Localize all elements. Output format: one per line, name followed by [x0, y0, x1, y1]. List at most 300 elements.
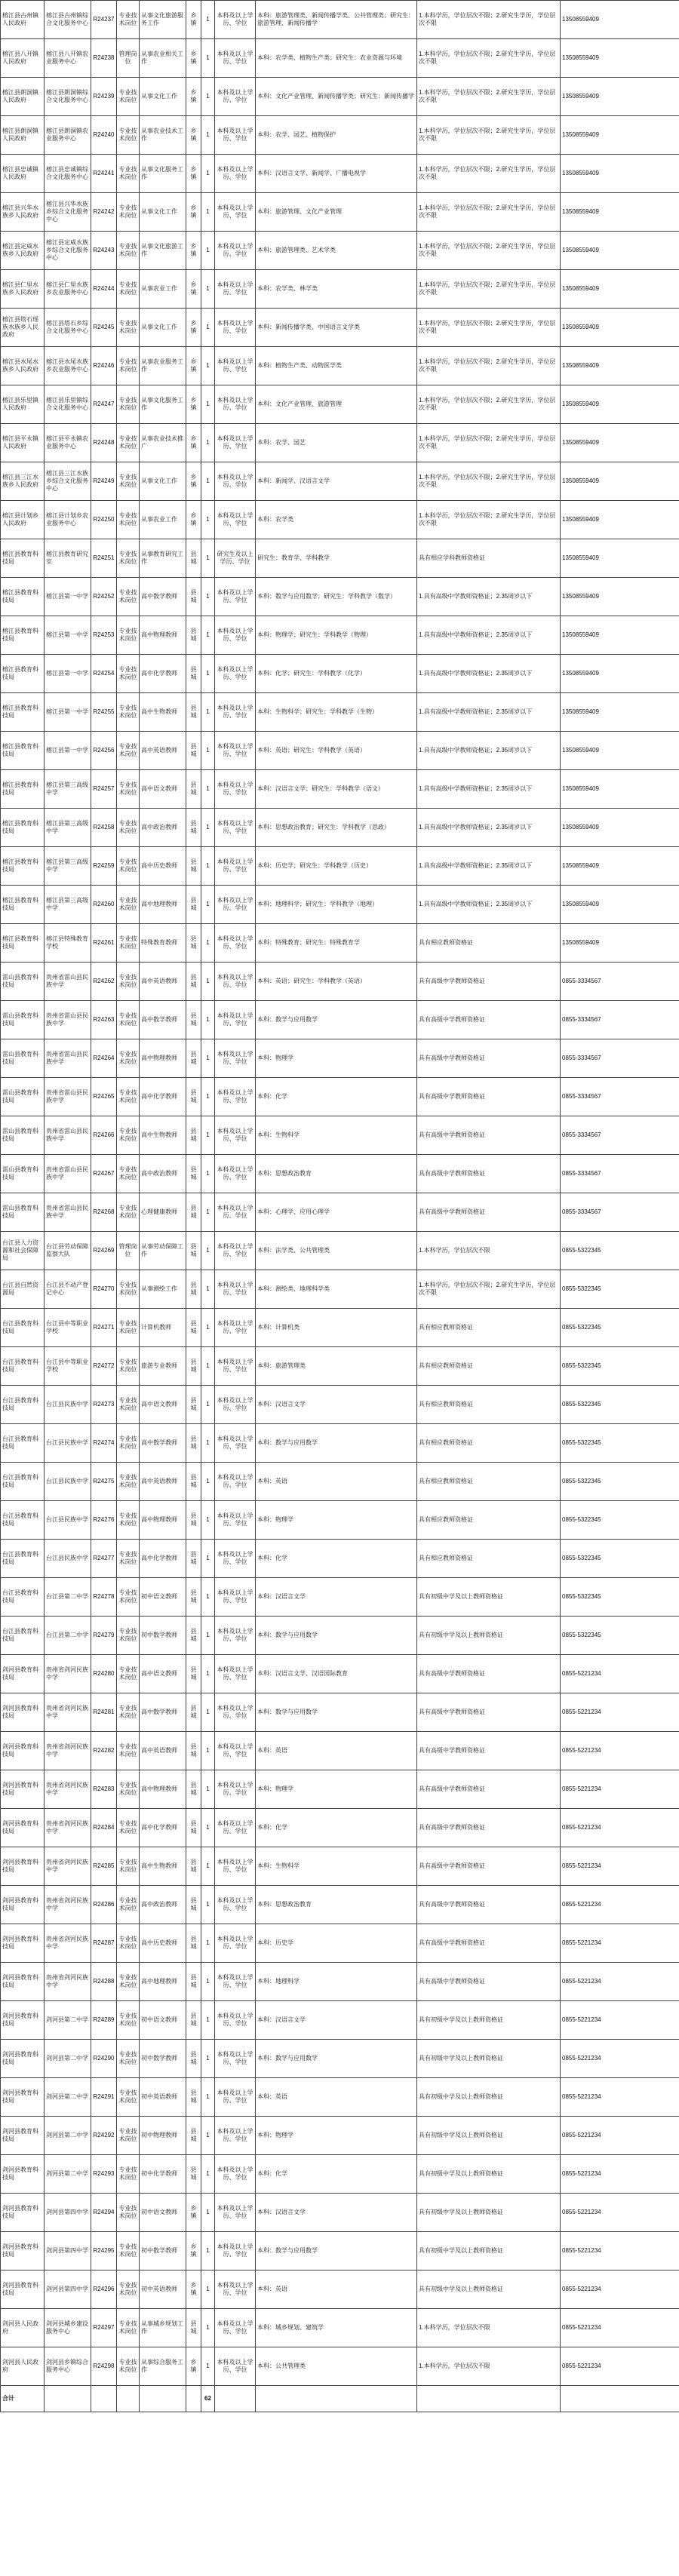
- cell-unit: 剑河县第二中学: [45, 2040, 91, 2078]
- cell-contact: 0855-5221234: [561, 1809, 679, 1847]
- cell-major: 本科：英语: [256, 2078, 417, 2117]
- cell-count: 1: [201, 1347, 215, 1386]
- cell-edu: 本科及以上学历、学位: [215, 424, 256, 462]
- cell-location: 乡镇: [186, 2347, 201, 2386]
- cell-unit: 榕江县第三高级中学: [45, 809, 91, 847]
- cell-category: 管理岗位: [117, 39, 140, 78]
- cell-contact: 13508559409: [561, 501, 679, 539]
- cell-major: 本科：计算机类: [256, 1309, 417, 1347]
- cell-dept: 雷山县教育科技局: [1, 1039, 45, 1078]
- total-empty-unit: [45, 2386, 91, 2412]
- cell-unit: 剑河县第二中学: [45, 2078, 91, 2117]
- cell-location: 县城: [186, 1886, 201, 1924]
- cell-other: 1.本科学历，学位层次不限；2.研究生学历，学位层次不限: [417, 462, 561, 501]
- cell-contact: 0855-5322345: [561, 1424, 679, 1463]
- cell-major: 本科：数学与应用数学: [256, 1693, 417, 1732]
- cell-dept: 雷山县教育科技局: [1, 1078, 45, 1116]
- table-row: [1, 309, 679, 347]
- cell-count: 1: [201, 2078, 215, 2117]
- cell-unit: 剑河县城乡建设服务中心: [45, 2309, 91, 2347]
- cell-category: 专业技术岗位: [117, 1540, 140, 1578]
- cell-edu: 本科及以上学历、学位: [215, 462, 256, 501]
- cell-contact: 0855-5322345: [561, 1617, 679, 1655]
- cell-unit: 贵州省剑河民族中学: [45, 1924, 91, 1963]
- cell-category: 专业技术岗位: [117, 2078, 140, 2117]
- cell-unit: 榕江县水尾水族乡农业服务中心: [45, 347, 91, 385]
- cell-count: 1: [201, 1386, 215, 1424]
- cell-edu: 本科及以上学历、学位: [215, 155, 256, 193]
- table-row: [1, 347, 679, 385]
- cell-category: 专业技术岗位: [117, 1347, 140, 1386]
- cell-count: 1: [201, 1463, 215, 1501]
- cell-other: 1.本科学历，学位层次不限；2.研究生学历，学位层次不限: [417, 78, 561, 116]
- cell-desc: 从事文化服务工作: [140, 155, 186, 193]
- cell-other: 具有高级中学教师资格证: [417, 963, 561, 1001]
- cell-category: 专业技术岗位: [117, 462, 140, 501]
- cell-contact: 13508559409: [561, 539, 679, 578]
- table-row: [1, 1809, 679, 1847]
- table-row: [1, 385, 679, 424]
- cell-desc: 高中生物教师: [140, 1847, 186, 1886]
- cell-location: 乡镇: [186, 116, 201, 155]
- cell-major: 本科：英语；研究生：学科教学（英语）: [256, 963, 417, 1001]
- cell-edu: 本科及以上学历、学位: [215, 578, 256, 616]
- cell-unit: 榕江县第一中学: [45, 578, 91, 616]
- cell-other: 1.本科学历，学位层次不限: [417, 1232, 561, 1270]
- cell-location: 县城: [186, 1347, 201, 1386]
- cell-count: 1: [201, 1540, 215, 1578]
- cell-count: 1: [201, 385, 215, 424]
- cell-dept: 剑河县教育科技局: [1, 2117, 45, 2155]
- cell-location: 县城: [186, 1078, 201, 1116]
- cell-major: 本科：数学与应用数学: [256, 1424, 417, 1463]
- cell-unit: 贵州省雷山县民族中学: [45, 1155, 91, 1193]
- cell-major: 本科：新闻学、汉语言文学: [256, 462, 417, 501]
- cell-edu: 本科及以上学历、学位: [215, 1, 256, 39]
- cell-contact: 0855-3334567: [561, 1193, 679, 1232]
- cell-desc: 计算机教师: [140, 1309, 186, 1347]
- table-row: [1, 539, 679, 578]
- cell-other: 具有初级中学及以上教师资格证: [417, 1617, 561, 1655]
- cell-edu: 本科及以上学历、学位: [215, 2078, 256, 2117]
- cell-contact: 13508559409: [561, 693, 679, 732]
- cell-contact: 0855-5221234: [561, 1886, 679, 1924]
- cell-contact: 0855-3334567: [561, 1116, 679, 1155]
- cell-dept: 榕江县三江水族乡人民政府: [1, 462, 45, 501]
- cell-other: 具有高级中学教师资格证: [417, 1847, 561, 1886]
- cell-contact: 13508559409: [561, 578, 679, 616]
- cell-count: 1: [201, 155, 215, 193]
- cell-category: 专业技术岗位: [117, 1116, 140, 1155]
- cell-location: 县城: [186, 655, 201, 693]
- cell-other: 1.本科学历，学位层次不限；2.研究生学历，学位层次不限: [417, 347, 561, 385]
- cell-major: 本科：法学类、公共管理类: [256, 1232, 417, 1270]
- cell-desc: 心理健康教师: [140, 1193, 186, 1232]
- cell-other: 具有相应教师资格证: [417, 1463, 561, 1501]
- cell-unit: 剑河县第四中学: [45, 2271, 91, 2309]
- cell-major: 本科：汉语言文学、新闻学、广播电视学: [256, 155, 417, 193]
- cell-major: 本科：思想政治教育；研究生：学科教学（思政）: [256, 809, 417, 847]
- cell-unit: 榕江县八开镇农业服务中心: [45, 39, 91, 78]
- cell-edu: 本科及以上学历、学位: [215, 1193, 256, 1232]
- cell-location: 县城: [186, 693, 201, 732]
- cell-other: 具有高级中学教师资格证: [417, 1924, 561, 1963]
- cell-contact: 0855-5221234: [561, 2155, 679, 2194]
- cell-unit: 台江县民族中学: [45, 1540, 91, 1578]
- cell-edu: 本科及以上学历、学位: [215, 2117, 256, 2155]
- cell-location: 乡镇: [186, 309, 201, 347]
- cell-unit: 榕江县忠诚镇综合文化服务中心: [45, 155, 91, 193]
- cell-category: 专业技术岗位: [117, 193, 140, 232]
- cell-count: 1: [201, 1309, 215, 1347]
- cell-contact: 13508559409: [561, 347, 679, 385]
- cell-dept: 台江县教育科技局: [1, 1424, 45, 1463]
- cell-other: 具有相应教师资格证: [417, 1347, 561, 1386]
- cell-contact: 0855-5221234: [561, 2194, 679, 2232]
- table-row: [1, 1039, 679, 1078]
- cell-code: R24298: [91, 2347, 117, 2386]
- cell-other: 具有高级中学教师资格证: [417, 1732, 561, 1770]
- cell-code: R24258: [91, 809, 117, 847]
- cell-category: 专业技术岗位: [117, 693, 140, 732]
- cell-unit: 台江县中等职业学校: [45, 1347, 91, 1386]
- cell-code: R24262: [91, 963, 117, 1001]
- cell-count: 1: [201, 1655, 215, 1693]
- cell-major: 本科：历史学；研究生：学科教学（历史）: [256, 847, 417, 886]
- cell-other: 1.本科学历，学位层次不限；2.研究生学历，学位层次不限: [417, 501, 561, 539]
- table-row: [1, 2271, 679, 2309]
- cell-category: 专业技术岗位: [117, 1309, 140, 1347]
- cell-category: 专业技术岗位: [117, 655, 140, 693]
- cell-unit: 贵州省雷山县民族中学: [45, 1116, 91, 1155]
- cell-location: 乡镇: [186, 1, 201, 39]
- cell-count: 1: [201, 770, 215, 809]
- cell-code: R24256: [91, 732, 117, 770]
- cell-major: 本科：历史学: [256, 1924, 417, 1963]
- cell-category: 专业技术岗位: [117, 1386, 140, 1424]
- cell-desc: 高中物理教师: [140, 1501, 186, 1540]
- cell-code: R24287: [91, 1924, 117, 1963]
- cell-category: 专业技术岗位: [117, 385, 140, 424]
- cell-desc: 高中政治教师: [140, 1886, 186, 1924]
- cell-other: 1.本科学历，学位层次不限；2.研究生学历，学位层次不限: [417, 309, 561, 347]
- cell-other: 1.本科学历，学位层次不限；2.研究生学历，学位层次不限: [417, 385, 561, 424]
- cell-code: R24269: [91, 1232, 117, 1270]
- cell-location: 县城: [186, 809, 201, 847]
- cell-location: 县城: [186, 539, 201, 578]
- cell-edu: 本科及以上学历、学位: [215, 1578, 256, 1617]
- cell-edu: 本科及以上学历、学位: [215, 847, 256, 886]
- cell-major: 本科：英语；研究生：学科教学（英语）: [256, 732, 417, 770]
- cell-code: R24251: [91, 539, 117, 578]
- cell-major: 本科：旅游管理、文化产业管理: [256, 193, 417, 232]
- cell-location: 县城: [186, 1001, 201, 1039]
- cell-desc: 高中生物教师: [140, 1116, 186, 1155]
- cell-count: 1: [201, 39, 215, 78]
- cell-unit: 榕江县第一中学: [45, 732, 91, 770]
- cell-dept: 台江县教育科技局: [1, 1386, 45, 1424]
- cell-unit: 台江县中等职业学校: [45, 1309, 91, 1347]
- cell-code: R24286: [91, 1886, 117, 1924]
- cell-location: 县城: [186, 1963, 201, 2001]
- cell-dept: 榕江县教育科技局: [1, 770, 45, 809]
- cell-location: 县城: [186, 1270, 201, 1309]
- cell-code: R24252: [91, 578, 117, 616]
- table-row: [1, 501, 679, 539]
- table-row: [1, 1886, 679, 1924]
- cell-dept: 剑河县教育科技局: [1, 1924, 45, 1963]
- cell-code: R24239: [91, 78, 117, 116]
- cell-edu: 本科及以上学历、学位: [215, 1732, 256, 1770]
- cell-other: 1.本科学历，学位层次不限；2.研究生学历，学位层次不限: [417, 39, 561, 78]
- cell-desc: 高中历史教师: [140, 847, 186, 886]
- cell-unit: 榕江县教育研究室: [45, 539, 91, 578]
- cell-other: 1.具有高级中学教师资格证；2.35周岁以下: [417, 616, 561, 655]
- cell-code: R24260: [91, 886, 117, 924]
- cell-desc: 高中英语教师: [140, 732, 186, 770]
- cell-major: 本科：英语: [256, 1463, 417, 1501]
- cell-other: 具有高级中学教师资格证: [417, 1809, 561, 1847]
- cell-dept: 雷山县教育科技局: [1, 1116, 45, 1155]
- cell-desc: 初中语文教师: [140, 2194, 186, 2232]
- cell-location: 乡镇: [186, 2271, 201, 2309]
- cell-location: 县城: [186, 1039, 201, 1078]
- cell-major: 本科：测绘类、地理科学类: [256, 1270, 417, 1309]
- table-row: [1, 1847, 679, 1886]
- cell-category: 专业技术岗位: [117, 1809, 140, 1847]
- cell-edu: 本科及以上学历、学位: [215, 1693, 256, 1732]
- cell-category: 专业技术岗位: [117, 78, 140, 116]
- cell-location: 乡镇: [186, 232, 201, 270]
- cell-contact: 13508559409: [561, 732, 679, 770]
- cell-other: 1.本科学历，学位层次不限；2.研究生学历，学位层次不限: [417, 424, 561, 462]
- cell-code: R24268: [91, 1193, 117, 1232]
- cell-desc: 高中物理教师: [140, 616, 186, 655]
- cell-major: 本科：数学与应用数学: [256, 2040, 417, 2078]
- cell-desc: 高中英语教师: [140, 1732, 186, 1770]
- cell-edu: 本科及以上学历、学位: [215, 963, 256, 1001]
- table-row: [1, 770, 679, 809]
- table-row: [1, 1347, 679, 1386]
- cell-unit: 贵州省雷山县民族中学: [45, 1078, 91, 1116]
- cell-count: 1: [201, 2194, 215, 2232]
- cell-location: 县城: [186, 1770, 201, 1809]
- table-row: [1, 1424, 679, 1463]
- cell-major: 本科：汉语言文学: [256, 1386, 417, 1424]
- cell-location: 县城: [186, 1501, 201, 1540]
- cell-code: R24293: [91, 2155, 117, 2194]
- cell-count: 1: [201, 693, 215, 732]
- cell-category: 专业技术岗位: [117, 2001, 140, 2040]
- cell-count: 1: [201, 655, 215, 693]
- cell-unit: 台江县民族中学: [45, 1424, 91, 1463]
- cell-major: 本科：物理学: [256, 1501, 417, 1540]
- cell-unit: 榕江县第一中学: [45, 655, 91, 693]
- cell-unit: 榕江县古州镇综合文化服务中心: [45, 1, 91, 39]
- table-row: [1, 232, 679, 270]
- cell-desc: 从事文化工作: [140, 462, 186, 501]
- cell-unit: 榕江县乐里镇综合文化服务中心: [45, 385, 91, 424]
- cell-desc: 初中数学教师: [140, 2232, 186, 2271]
- cell-other: 1.本科学历，学位层次不限；2.研究生学历，学位层次不限: [417, 116, 561, 155]
- cell-location: 乡镇: [186, 2232, 201, 2271]
- table-row: [1, 847, 679, 886]
- cell-edu: 本科及以上学历、学位: [215, 1463, 256, 1501]
- cell-contact: 0855-5221234: [561, 2001, 679, 2040]
- cell-location: 县城: [186, 847, 201, 886]
- cell-edu: 本科及以上学历、学位: [215, 1424, 256, 1463]
- cell-count: 1: [201, 616, 215, 655]
- cell-contact: 13508559409: [561, 424, 679, 462]
- cell-major: 本科：数学与应用数学: [256, 1001, 417, 1039]
- cell-unit: 榕江县第三高级中学: [45, 770, 91, 809]
- cell-edu: 本科及以上学历、学位: [215, 347, 256, 385]
- cell-desc: 从事文化工作: [140, 193, 186, 232]
- cell-category: 专业技术岗位: [117, 1078, 140, 1116]
- cell-count: 1: [201, 924, 215, 963]
- cell-edu: 本科及以上学历、学位: [215, 2001, 256, 2040]
- cell-code: R24238: [91, 39, 117, 78]
- cell-contact: 0855-3334567: [561, 1078, 679, 1116]
- cell-dept: 雷山县教育科技局: [1, 1193, 45, 1232]
- cell-major: 本科：思想政治教育: [256, 1155, 417, 1193]
- cell-other: 1.本科学历，学位层次不限；2.研究生学历，学位层次不限: [417, 232, 561, 270]
- cell-major: 本科：汉语言文学: [256, 2001, 417, 2040]
- cell-contact: 0855-5221234: [561, 2232, 679, 2271]
- table-row: [1, 2078, 679, 2117]
- cell-category: 专业技术岗位: [117, 578, 140, 616]
- cell-other: 具有高级中学教师资格证: [417, 1886, 561, 1924]
- cell-unit: 剑河县第四中学: [45, 2232, 91, 2271]
- cell-contact: 13508559409: [561, 232, 679, 270]
- table-row: [1, 270, 679, 309]
- cell-count: 1: [201, 1155, 215, 1193]
- total-count: 62: [201, 2386, 215, 2412]
- cell-count: 1: [201, 1270, 215, 1309]
- cell-desc: 初中数学教师: [140, 2040, 186, 2078]
- cell-desc: 从事综合服务工作: [140, 2347, 186, 2386]
- cell-count: 1: [201, 1732, 215, 1770]
- table-row: [1, 1193, 679, 1232]
- total-empty-edu: [215, 2386, 256, 2412]
- table-row: [1, 1617, 679, 1655]
- cell-dept: 雷山县教育科技局: [1, 1001, 45, 1039]
- cell-dept: 剑河县教育科技局: [1, 1963, 45, 2001]
- cell-dept: 台江县教育科技局: [1, 1347, 45, 1386]
- cell-location: 县城: [186, 2001, 201, 2040]
- cell-major: 本科：数学与应用数学；研究生：学科教学（数学）: [256, 578, 417, 616]
- cell-major: 本科：汉语言文学: [256, 1578, 417, 1617]
- cell-location: 县城: [186, 1847, 201, 1886]
- cell-code: R24240: [91, 116, 117, 155]
- cell-code: R24279: [91, 1617, 117, 1655]
- cell-category: 专业技术岗位: [117, 539, 140, 578]
- cell-category: 专业技术岗位: [117, 770, 140, 809]
- cell-location: 县城: [186, 1193, 201, 1232]
- cell-desc: 从事农业相关工作: [140, 39, 186, 78]
- cell-other: 具有初级中学及以上教师资格证: [417, 2001, 561, 2040]
- cell-desc: 从事文化工作: [140, 78, 186, 116]
- cell-unit: 榕江县兴华水族乡综合文化服务中心: [45, 193, 91, 232]
- cell-dept: 台江县教育科技局: [1, 1617, 45, 1655]
- table-row: [1, 809, 679, 847]
- cell-dept: 剑河县教育科技局: [1, 2232, 45, 2271]
- total-empty-major: [256, 2386, 417, 2412]
- cell-unit: 贵州省剑河民族中学: [45, 1655, 91, 1693]
- cell-desc: 旅游专业教师: [140, 1347, 186, 1386]
- cell-other: 1.具有高级中学教师资格证；2.35周岁以下: [417, 578, 561, 616]
- cell-count: 1: [201, 1578, 215, 1617]
- cell-edu: 本科及以上学历、学位: [215, 2232, 256, 2271]
- cell-unit: 台江县不动产登记中心: [45, 1270, 91, 1309]
- cell-count: 1: [201, 1001, 215, 1039]
- cell-dept: 雷山县教育科技局: [1, 1155, 45, 1193]
- cell-contact: 0855-3334567: [561, 1155, 679, 1193]
- total-label: 合计: [1, 2386, 45, 2412]
- table-row: [1, 155, 679, 193]
- cell-desc: 从事测绘工作: [140, 1270, 186, 1309]
- cell-dept: 榕江县定威水族乡人民政府: [1, 232, 45, 270]
- cell-category: 专业技术岗位: [117, 1501, 140, 1540]
- cell-category: 管理岗位: [117, 1232, 140, 1270]
- cell-category: 专业技术岗位: [117, 155, 140, 193]
- cell-other: 1.本科学历，学位层次不限；2.研究生学历，学位层次不限: [417, 1270, 561, 1309]
- cell-dept: 台江县教育科技局: [1, 1463, 45, 1501]
- cell-unit: 贵州省剑河民族中学: [45, 1770, 91, 1809]
- cell-unit: 榕江县第一中学: [45, 693, 91, 732]
- cell-contact: 0855-5221234: [561, 2078, 679, 2117]
- cell-desc: 高中地理教师: [140, 886, 186, 924]
- cell-code: R24248: [91, 424, 117, 462]
- table-row: [1, 1309, 679, 1347]
- cell-major: 本科：公共管理类: [256, 2347, 417, 2386]
- cell-desc: 从事文化工作: [140, 309, 186, 347]
- cell-location: 县城: [186, 1309, 201, 1347]
- total-empty-contact: [561, 2386, 679, 2412]
- table-row: [1, 693, 679, 732]
- cell-other: 1.本科学历，学位层次不限；2.研究生学历，学位层次不限: [417, 1, 561, 39]
- cell-code: R24265: [91, 1078, 117, 1116]
- cell-count: 1: [201, 78, 215, 116]
- cell-contact: 0855-3334567: [561, 1001, 679, 1039]
- table-row: [1, 2309, 679, 2347]
- cell-edu: 本科及以上学历、学位: [215, 1847, 256, 1886]
- cell-contact: 13508559409: [561, 78, 679, 116]
- table-row: [1, 1924, 679, 1963]
- cell-dept: 榕江县忠诚镇人民政府: [1, 155, 45, 193]
- cell-unit: 台江县第二中学: [45, 1578, 91, 1617]
- cell-other: 具有相应学科教师资格证: [417, 539, 561, 578]
- cell-dept: 剑河县教育科技局: [1, 2271, 45, 2309]
- cell-code: R24245: [91, 309, 117, 347]
- cell-contact: 0855-5221234: [561, 2347, 679, 2386]
- cell-other: 具有高级中学教师资格证: [417, 1001, 561, 1039]
- cell-desc: 从事农业工作: [140, 270, 186, 309]
- cell-contact: 0855-5322345: [561, 1578, 679, 1617]
- cell-dept: 剑河县教育科技局: [1, 1770, 45, 1809]
- cell-location: 县城: [186, 1655, 201, 1693]
- cell-other: 1.本科学历，学位层次不限；2.研究生学历，学位层次不限: [417, 155, 561, 193]
- cell-desc: 初中化学教师: [140, 2155, 186, 2194]
- cell-desc: 从事文化服务工作: [140, 385, 186, 424]
- cell-count: 1: [201, 1078, 215, 1116]
- cell-other: 1.本科学历，学位层次不限: [417, 2309, 561, 2347]
- cell-major: 本科：生物科学: [256, 1116, 417, 1155]
- cell-unit: 剑河县第二中学: [45, 2155, 91, 2194]
- cell-category: 专业技术岗位: [117, 2117, 140, 2155]
- cell-location: 县城: [186, 1732, 201, 1770]
- cell-other: 具有初级中学及以上教师资格证: [417, 2232, 561, 2271]
